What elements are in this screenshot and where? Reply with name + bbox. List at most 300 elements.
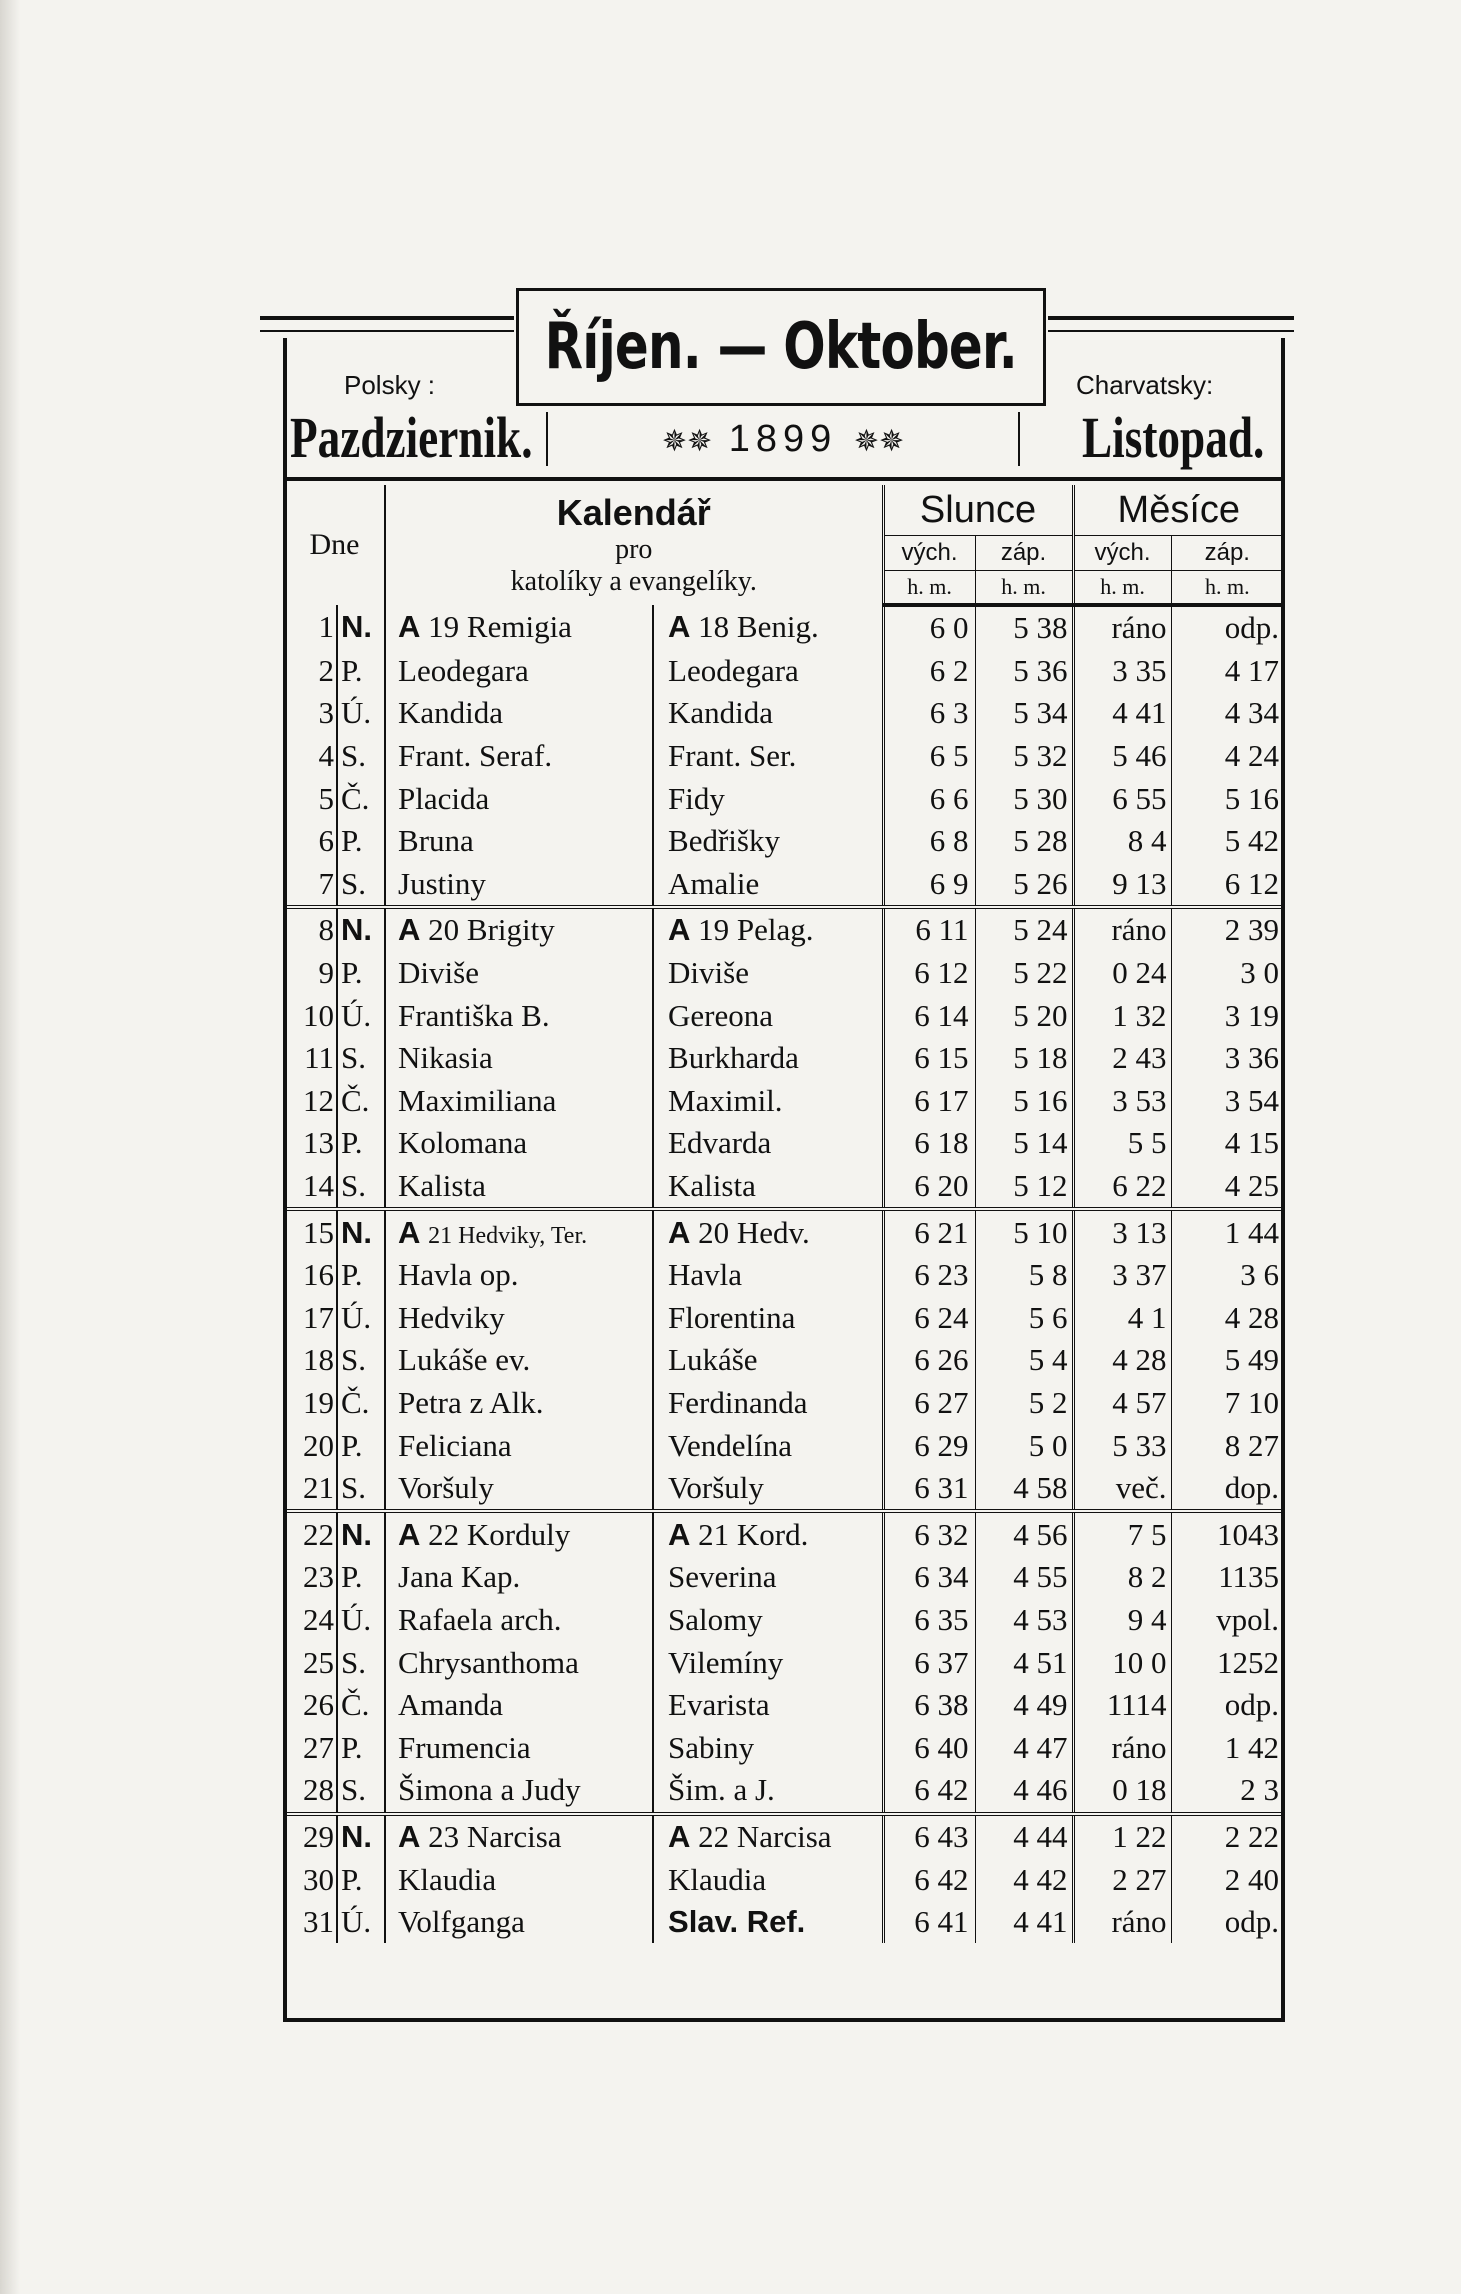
sun-rise: 6 11: [883, 907, 975, 952]
catholic-feast: Frant. Seraf.: [385, 735, 653, 778]
day-number: 25: [303, 1644, 334, 1680]
table-row: [285, 777, 1283, 820]
sun-rise: 6 5: [883, 735, 975, 778]
weekday: P.: [337, 1858, 385, 1901]
sun-set-units: h. m.: [975, 571, 1073, 606]
header-rule-right: [1048, 316, 1294, 332]
sun-rise: 6 9: [883, 863, 975, 908]
weekday: P.: [337, 1424, 385, 1467]
advent-marker: A: [398, 609, 421, 645]
sun-set: 5 22: [975, 952, 1073, 995]
sun-rise: 6 24: [883, 1297, 975, 1340]
moon-rise: 4 57: [1073, 1382, 1171, 1425]
evangelical-feast: Fidy: [653, 777, 883, 820]
evangelical-feast: [653, 1814, 883, 1859]
weekday: S.: [337, 863, 385, 908]
table-row: [285, 1684, 1283, 1727]
weekday: Ú.: [337, 994, 385, 1037]
sun-rise: 6 31: [883, 1467, 975, 1512]
evangelical-feast: Klaudia: [653, 1858, 883, 1901]
moon-rise: 0 24: [1073, 952, 1171, 995]
catholic-feast: [385, 1511, 653, 1556]
table-top-rule: [283, 477, 1285, 481]
catholic-feast: Nikasia: [385, 1037, 653, 1080]
evangelical-feast: Evarista: [653, 1684, 883, 1727]
moon-rise: 6 22: [1073, 1165, 1171, 1210]
advent-marker: A: [398, 1516, 421, 1552]
catholic-feast-text: 22 Korduly: [428, 1516, 571, 1552]
moon-set-header: záp.: [1171, 536, 1283, 571]
moon-set: 1135: [1218, 1559, 1280, 1595]
weekday: P.: [337, 820, 385, 863]
moon-set: 5 49: [1224, 1342, 1280, 1378]
table-row: [285, 1339, 1283, 1382]
sun-header: Slunce: [883, 485, 1073, 536]
sun-rise: 6 42: [883, 1858, 975, 1901]
table-row: [285, 1424, 1283, 1467]
moon-rise: 8 2: [1073, 1556, 1171, 1599]
moon-rise: 4 41: [1073, 692, 1171, 735]
moon-rise: 1 32: [1073, 994, 1171, 1037]
moon-rise: 2 43: [1073, 1037, 1171, 1080]
moon-set: odp.: [1224, 1904, 1280, 1940]
sun-set: 4 51: [975, 1641, 1073, 1684]
sun-rise: 6 8: [883, 820, 975, 863]
day-number: 30: [303, 1861, 334, 1897]
catholic-feast-text: 20 Brigity: [428, 912, 555, 948]
evangelical-feast: Maximil.: [653, 1080, 883, 1123]
sun-rise: 6 32: [883, 1511, 975, 1556]
evangelical-feast: Vilemíny: [653, 1641, 883, 1684]
sun-set: 4 49: [975, 1684, 1073, 1727]
evangelical-feast: [653, 1511, 883, 1556]
weekday: S.: [337, 1467, 385, 1512]
catholic-feast-text: 19 Remigia: [428, 609, 572, 645]
sun-set: 5 12: [975, 1165, 1073, 1210]
year: 1899: [728, 417, 838, 460]
weekday: S.: [337, 735, 385, 778]
advent-marker: A: [668, 912, 691, 948]
evangelical-feast: Diviše: [653, 952, 883, 995]
evangelical-feast: [653, 907, 883, 952]
catholic-feast: Lukáše ev.: [385, 1339, 653, 1382]
day-number: 8: [318, 912, 334, 948]
catholic-feast: Chrysanthoma: [385, 1641, 653, 1684]
moon-rise: 3 35: [1073, 650, 1171, 693]
day-number: 18: [303, 1342, 334, 1378]
day-number: 31: [303, 1904, 334, 1940]
sun-set: 5 38: [975, 605, 1073, 650]
sun-set: 5 14: [975, 1122, 1073, 1165]
moon-set: 8 27: [1224, 1427, 1280, 1463]
moon-set: 6 12: [1171, 863, 1283, 908]
sun-rise-header: vých.: [883, 536, 975, 571]
moon-set: 4 17: [1224, 652, 1280, 688]
evangelical-feast: Sabiny: [653, 1726, 883, 1769]
day-column-header: Dne: [285, 485, 385, 605]
evangelical-feast: [653, 1209, 883, 1254]
table-row: [285, 1297, 1283, 1340]
weekday: S.: [337, 1339, 385, 1382]
weekday: N.: [337, 1814, 385, 1859]
weekday: S.: [337, 1769, 385, 1814]
evangelical-feast-text: 21 Kord.: [698, 1516, 809, 1552]
catholic-feast: Leodegara: [385, 650, 653, 693]
sun-rise: 6 40: [883, 1726, 975, 1769]
catholic-feast: Kolomana: [385, 1122, 653, 1165]
moon-rise: več.: [1073, 1467, 1171, 1512]
table-row: [285, 907, 1283, 952]
weekday: N.: [337, 1209, 385, 1254]
catholic-feast: Šimona a Judy: [385, 1769, 653, 1814]
day-number: 6: [318, 823, 334, 859]
moon-rise: 4 28: [1073, 1339, 1171, 1382]
sun-rise: 6 43: [883, 1814, 975, 1859]
weekday: Č.: [337, 1080, 385, 1123]
day-number: 29: [303, 1818, 334, 1854]
moon-header: Měsíce: [1117, 488, 1241, 531]
evangelical-feast: Florentina: [653, 1297, 883, 1340]
weekday: N.: [337, 907, 385, 952]
moon-rise: 5 5: [1073, 1122, 1171, 1165]
advent-marker: A: [668, 1516, 691, 1552]
sun-set: 5 0: [975, 1424, 1073, 1467]
catholic-feast: Maximiliana: [385, 1080, 653, 1123]
day-number: 23: [303, 1559, 334, 1595]
table-row: [285, 952, 1283, 995]
table-row: [285, 692, 1283, 735]
moon-set: 4 24: [1224, 738, 1280, 774]
moon-set: 2 22: [1224, 1818, 1280, 1854]
evangelical-feast: Burkharda: [653, 1037, 883, 1080]
catholic-feast-text: 21 Hedviky, Ter.: [428, 1222, 588, 1249]
evangelical-feast: Gereona: [653, 994, 883, 1037]
sun-rise: 6 26: [883, 1339, 975, 1382]
sun-set: 5 36: [975, 650, 1073, 693]
sun-set: 4 44: [975, 1814, 1073, 1859]
polish-month-name: Pazdziernik.: [290, 405, 533, 470]
sun-set: 5 20: [975, 994, 1073, 1037]
table-row: [285, 1037, 1283, 1080]
sun-set: 5 16: [975, 1080, 1073, 1123]
moon-rise-header: vých.: [1073, 536, 1171, 571]
catholic-feast: [385, 1814, 653, 1859]
moon-set: 3 19: [1224, 997, 1280, 1033]
sun-set: 4 42: [975, 1858, 1073, 1901]
day-number: 3: [318, 695, 334, 731]
table-row: [285, 1165, 1283, 1210]
table-row: [285, 1382, 1283, 1425]
day-number: 16: [303, 1257, 334, 1293]
weekday: Ú.: [337, 1297, 385, 1340]
moon-rise: 5 46: [1073, 735, 1171, 778]
moon-set: 3 0: [1240, 955, 1280, 991]
sun-set: 4 41: [975, 1901, 1073, 1944]
weekday: Č.: [337, 1684, 385, 1727]
table-row: [285, 1080, 1283, 1123]
evangelical-feast: Ferdinanda: [653, 1382, 883, 1425]
evangelical-feast: Severina: [653, 1556, 883, 1599]
table-row: [285, 1901, 1283, 1944]
advent-marker: A: [398, 1818, 421, 1854]
sun-set: 5 32: [975, 735, 1073, 778]
moon-set: 3 6: [1240, 1257, 1280, 1293]
calendar-subtitle-pro: pro: [615, 534, 653, 565]
sun-set: 5 2: [975, 1382, 1073, 1425]
moon-set: 1 44: [1224, 1214, 1280, 1250]
table-row: [285, 863, 1283, 908]
sun-rise: 6 20: [883, 1165, 975, 1210]
weekday: S.: [337, 1165, 385, 1210]
moon-set: odp.: [1224, 610, 1280, 646]
weekday: Ú.: [337, 1599, 385, 1642]
advent-marker: A: [668, 609, 691, 645]
day-number: 9: [318, 955, 334, 991]
table-row: [285, 1599, 1283, 1642]
evangelical-feast: Frant. Ser.: [653, 735, 883, 778]
day-number: 13: [303, 1125, 334, 1161]
day-number: 14: [285, 1165, 337, 1210]
day-number: 17: [303, 1299, 334, 1335]
sun-set: 5 6: [975, 1297, 1073, 1340]
moon-rise: 1 22: [1073, 1814, 1171, 1859]
sun-rise: 6 42: [883, 1769, 975, 1814]
moon-rise: 4 1: [1073, 1297, 1171, 1340]
moon-rise: 7 5: [1073, 1511, 1171, 1556]
catholic-feast: Diviše: [385, 952, 653, 995]
moon-rise: 6 55: [1073, 777, 1171, 820]
weekday: N.: [337, 1511, 385, 1556]
sun-rise: 6 37: [883, 1641, 975, 1684]
evangelical-feast: Šim. a J.: [653, 1769, 883, 1814]
moon-rise: 3 13: [1073, 1209, 1171, 1254]
sun-rise: 6 38: [883, 1684, 975, 1727]
table-row: [285, 1858, 1283, 1901]
moon-set: vpol.: [1216, 1601, 1280, 1637]
evangelical-feast: Salomy: [653, 1599, 883, 1642]
table-row: [285, 820, 1283, 863]
evangelical-feast: Edvarda: [653, 1122, 883, 1165]
moon-rise: 10 0: [1073, 1641, 1171, 1684]
moon-set: 4 28: [1224, 1299, 1280, 1335]
evangelical-feast: [653, 605, 883, 650]
table-row: [285, 605, 1283, 650]
catholic-feast: Voršuly: [385, 1467, 653, 1512]
table-row: [285, 735, 1283, 778]
sun-rise-units: h. m.: [883, 571, 975, 606]
catholic-feast-text: 23 Narcisa: [428, 1818, 562, 1854]
polish-label: Polsky :: [344, 370, 436, 400]
advent-marker: A: [668, 1214, 691, 1250]
evangelical-feast: Slav. Ref.: [653, 1901, 883, 1944]
evangelical-feast: Bedřišky: [653, 820, 883, 863]
sun-rise: 6 34: [883, 1556, 975, 1599]
moon-rise: 5 33: [1073, 1424, 1171, 1467]
table-row: [285, 1641, 1283, 1684]
table-row: [285, 1209, 1283, 1254]
evangelical-feast-text: 20 Hedv.: [698, 1214, 810, 1250]
moon-set: dop.: [1171, 1467, 1283, 1512]
sun-set-header: záp.: [975, 536, 1073, 571]
day-number: 28: [285, 1769, 337, 1814]
sun-set: 5 24: [975, 907, 1073, 952]
catholic-feast: Františka B.: [385, 994, 653, 1037]
catholic-feast: Kalista: [385, 1165, 653, 1210]
weekday: S.: [337, 1037, 385, 1080]
sun-rise: 6 23: [883, 1254, 975, 1297]
catholic-feast: Hedviky: [385, 1297, 653, 1340]
sun-set: 5 26: [975, 863, 1073, 908]
sun-rise: 6 14: [883, 994, 975, 1037]
sun-rise: 6 12: [883, 952, 975, 995]
evangelical-feast: Kandida: [653, 692, 883, 735]
sun-set: 4 58: [975, 1467, 1073, 1512]
sun-rise: 6 27: [883, 1382, 975, 1425]
moon-rise: 9 4: [1073, 1599, 1171, 1642]
day-number: 19: [303, 1384, 334, 1420]
sun-rise: 6 29: [883, 1424, 975, 1467]
page-edge: [0, 0, 20, 2294]
evangelical-feast: Leodegara: [653, 650, 883, 693]
weekday: N.: [337, 605, 385, 650]
sun-rise: 6 35: [883, 1599, 975, 1642]
moon-rise: 0 18: [1073, 1769, 1171, 1814]
day-number: 12: [303, 1082, 334, 1118]
page-title: Říjen. — Oktober.: [544, 310, 1018, 384]
table-row: [285, 1726, 1283, 1769]
evangelical-feast: Amalie: [653, 863, 883, 908]
sun-rise: 6 15: [883, 1037, 975, 1080]
catholic-feast: [385, 907, 653, 952]
day-number: 5: [318, 780, 334, 816]
weekday: P.: [337, 1122, 385, 1165]
day-number: 1: [318, 609, 334, 645]
sun-set: 5 34: [975, 692, 1073, 735]
advent-marker: A: [668, 1818, 691, 1854]
day-number: 26: [303, 1687, 334, 1723]
table-row: [285, 1511, 1283, 1556]
moon-set: 5 42: [1224, 823, 1280, 859]
moon-set: 4 34: [1224, 695, 1280, 731]
weekday: Č.: [337, 1382, 385, 1425]
evangelical-feast: Voršuly: [653, 1467, 883, 1512]
catholic-feast: Amanda: [385, 1684, 653, 1727]
weekday: P.: [337, 650, 385, 693]
weekday: P.: [337, 1254, 385, 1297]
sun-set: 5 30: [975, 777, 1073, 820]
title-box: [516, 288, 1046, 406]
moon-rise: ráno: [1073, 1901, 1171, 1944]
sun-set: 5 8: [975, 1254, 1073, 1297]
moon-rise: 3 53: [1073, 1080, 1171, 1123]
moon-rise: 8 4: [1073, 820, 1171, 863]
calendar-subtitle: katolíky a evangelíky.: [510, 566, 757, 597]
day-number: 11: [304, 1040, 334, 1076]
day-number: 20: [303, 1427, 334, 1463]
moon-set: 4 15: [1224, 1125, 1280, 1161]
day-number: 24: [303, 1601, 334, 1637]
moon-rise: 9 13: [1073, 863, 1171, 908]
moon-rise: ráno: [1073, 1726, 1171, 1769]
catholic-feast: Klaudia: [385, 1858, 653, 1901]
table-row: [285, 994, 1283, 1037]
catholic-feast: Rafaela arch.: [385, 1599, 653, 1642]
catholic-feast: Petra z Alk.: [385, 1382, 653, 1425]
catholic-feast: Placida: [385, 777, 653, 820]
sun-rise: 6 6: [883, 777, 975, 820]
advent-marker: A: [398, 1214, 421, 1250]
weekday: P.: [337, 1726, 385, 1769]
sun-rise: 6 0: [883, 605, 975, 650]
sun-set: 4 47: [975, 1726, 1073, 1769]
day-number: 21: [285, 1467, 337, 1512]
sun-rise: 6 2: [883, 650, 975, 693]
moon-rise: 2 27: [1073, 1858, 1171, 1901]
catholic-feast: Feliciana: [385, 1424, 653, 1467]
sun-rise: 6 21: [883, 1209, 975, 1254]
weekday: Ú.: [337, 692, 385, 735]
weekday: P.: [337, 1556, 385, 1599]
weekday: Č.: [337, 777, 385, 820]
weekday: P.: [337, 952, 385, 995]
header-rule-left: [260, 316, 514, 332]
sun-set: 5 28: [975, 820, 1073, 863]
catholic-feast: Havla op.: [385, 1254, 653, 1297]
weekday: Ú.: [337, 1901, 385, 1944]
croatian-label: Charvatsky:: [1076, 370, 1214, 400]
year-line: [546, 412, 1020, 466]
evangelical-feast-text: 18 Benig.: [698, 609, 819, 645]
table-row: [285, 1814, 1283, 1859]
moon-set: 1043: [1217, 1516, 1280, 1552]
table-row: [285, 1122, 1283, 1165]
catholic-feast: Jana Kap.: [385, 1556, 653, 1599]
moon-set: 7 10: [1224, 1384, 1280, 1420]
day-number: 10: [303, 997, 334, 1033]
sun-set: 5 10: [975, 1209, 1073, 1254]
evangelical-feast: Kalista: [653, 1165, 883, 1210]
catholic-feast: Justiny: [385, 863, 653, 908]
sun-rise: 6 41: [883, 1901, 975, 1944]
moon-rise: ráno: [1073, 907, 1171, 952]
moon-set: 2 39: [1224, 912, 1280, 948]
evangelical-feast: Lukáše: [653, 1339, 883, 1382]
moon-set: 1252: [1217, 1644, 1280, 1680]
catholic-feast: Bruna: [385, 820, 653, 863]
moon-rise: ráno: [1073, 605, 1171, 650]
sun-set: 4 55: [975, 1556, 1073, 1599]
evangelical-feast-text: 22 Narcisa: [698, 1818, 832, 1854]
moon-set: 3 36: [1224, 1040, 1280, 1076]
evangelical-feast: Vendelína: [653, 1424, 883, 1467]
day-number: 15: [303, 1214, 334, 1250]
sun-set: 4 56: [975, 1511, 1073, 1556]
evangelical-feast-text: 19 Pelag.: [698, 912, 814, 948]
sun-rise: 6 17: [883, 1080, 975, 1123]
moon-set: 2 3: [1171, 1769, 1283, 1814]
day-number: 2: [318, 652, 334, 688]
moon-set: 4 25: [1171, 1165, 1283, 1210]
moon-set: 3 54: [1224, 1082, 1280, 1118]
day-number: 22: [303, 1516, 334, 1552]
catholic-feast: Volfganga: [385, 1901, 653, 1944]
day-number: 7: [285, 863, 337, 908]
catholic-feast: Frumencia: [385, 1726, 653, 1769]
moon-set: 5 16: [1224, 780, 1280, 816]
moon-rise: 1114: [1073, 1684, 1171, 1727]
day-number: 27: [303, 1729, 334, 1765]
sun-set: 5 18: [975, 1037, 1073, 1080]
